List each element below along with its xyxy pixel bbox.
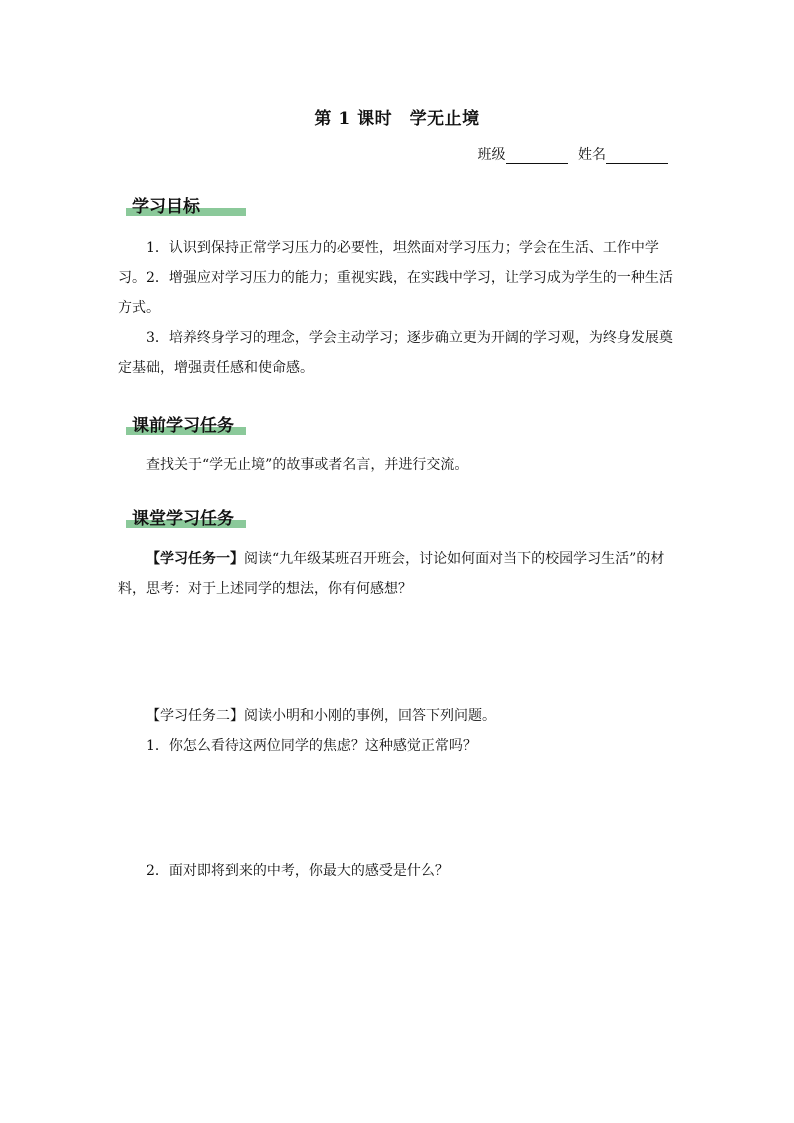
pre-task-text: 查找关于“学无止境”的故事或者名言，并进行交流。 [146, 457, 469, 473]
class-task-heading [126, 504, 234, 529]
pre-task-heading-label: 课前学习任务 [132, 416, 234, 436]
task1-text: 阅读“九年级某班召开班会，讨论如何面对当下的校园学习生活”的材料，思考：对于上述同学的想法，你有何感想？ [118, 551, 665, 597]
goal-item-2: 2．增强应对学习压力的能力；重视实践，在实践中学习，让学习成为学生的一种生活方式。 [118, 270, 673, 316]
pre-task-heading [126, 411, 234, 436]
class-blank[interactable] [506, 149, 568, 164]
goals-heading [126, 192, 200, 217]
task2-question-2: 2．面对即将到来的中考，你最大的感受是什么？ [146, 863, 449, 879]
name-blank[interactable] [606, 149, 668, 164]
task2-question-1: 1．你怎么看待这两位同学的焦虑？这种感觉正常吗？ [146, 738, 477, 754]
name-label: 姓名 [578, 147, 606, 163]
goals-heading-label: 学习目标 [132, 197, 200, 217]
goal-item-1: 1．认识到保持正常学习压力的必要性，坦然面对学习压力；学会在生活、工作中学习。 [118, 240, 659, 286]
task2-paragraph [118, 701, 680, 731]
class-label: 班级 [477, 147, 506, 163]
task2-text: 阅读小明和小刚的事例，回答下列问题。 [244, 708, 496, 724]
goal-item-3: 3．培养终身学习的理念，学会主动学习；逐步确立更为开阔的学习观，为终身发展奠定基础，增强责任感和使命感。 [118, 330, 673, 376]
class-name-line [478, 144, 674, 164]
task2-tag: 【学习任务二】 [146, 708, 244, 724]
page-title: 第 1 课时 学无止境 [314, 109, 480, 129]
class-task-heading-label: 课堂学习任务 [132, 509, 234, 529]
task1-paragraph [118, 544, 680, 604]
task1-tag: 【学习任务一】 [146, 551, 244, 567]
